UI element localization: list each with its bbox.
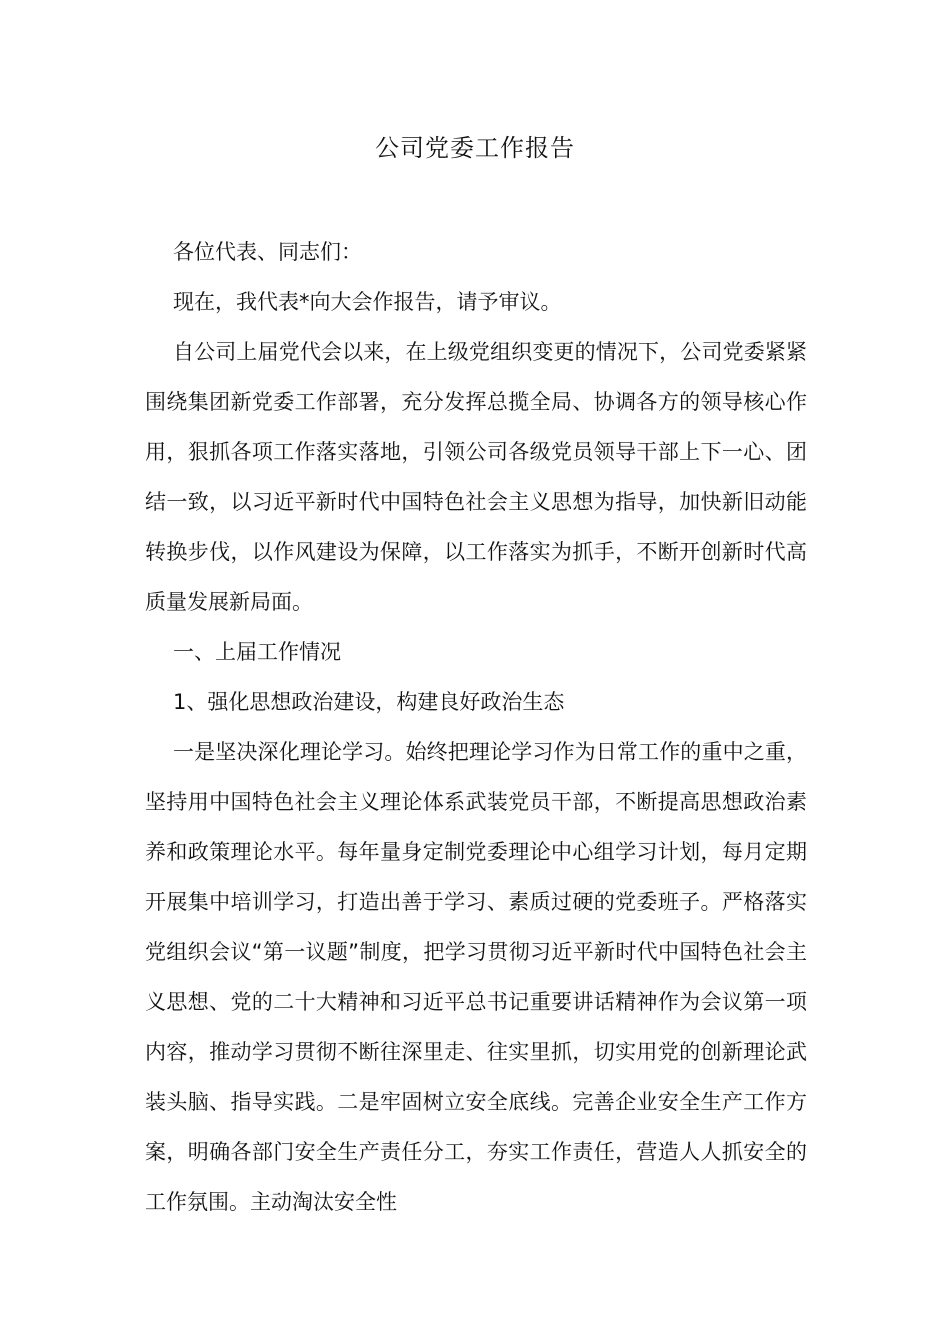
document-body: [145, 227, 807, 1227]
body-paragraph: 一是坚决深化理论学习。始终把理论学习作为日常工作的重中之重，坚持用中国特色社会主义理论体系武装党员干部，不断提高思想政治素养和政策理论水平。每年量身定制党委理论中心组学习计划，每月定期开展集中培训学习，打造出善于学习、素质过硬的党委班子。严格落实党组织会议“第一议题”制度，把学习贯彻习近平新时代中国特色社会主义思想、党的二十大精神和习近平总书记重要讲话精神作为会议第一项内容，推动学习贯彻不断往深里走、往实里抓，切实用党的创新理论武装头脑、指导实践。二是牢固树立安全底线。完善企业安全生产工作方案，明确各部门安全生产责任分工，夯实工作责任，营造人人抓安全的工作氛围。主动淘汰安全性: [145, 740, 807, 1214]
salutation-paragraph: 各位代表、同志们：: [173, 240, 362, 264]
section-heading: 一、上届工作情况: [173, 640, 341, 664]
document-title: 公司党委工作报告: [375, 134, 575, 162]
intro-paragraph: 自公司上届党代会以来，在上级党组织变更的情况下，公司党委紧紧围绕集团新党委工作部署，充分发挥总揽全局、协调各方的领导核心作用，狠抓各项工作落实落地，引领公司各级党员领导干部上下一心、团结一致，以习近平新时代中国特色社会主义思想为指导，加快新旧动能转换步伐，以作风建设为保障，以工作落实为抓手，不断开创新时代高质量发展新局面。: [145, 340, 807, 614]
opening-paragraph: 现在，我代表*向大会作报告，请予审议。: [173, 290, 562, 314]
subsection-heading: 1、强化思想政治建设，构建良好政治生态: [173, 690, 565, 714]
